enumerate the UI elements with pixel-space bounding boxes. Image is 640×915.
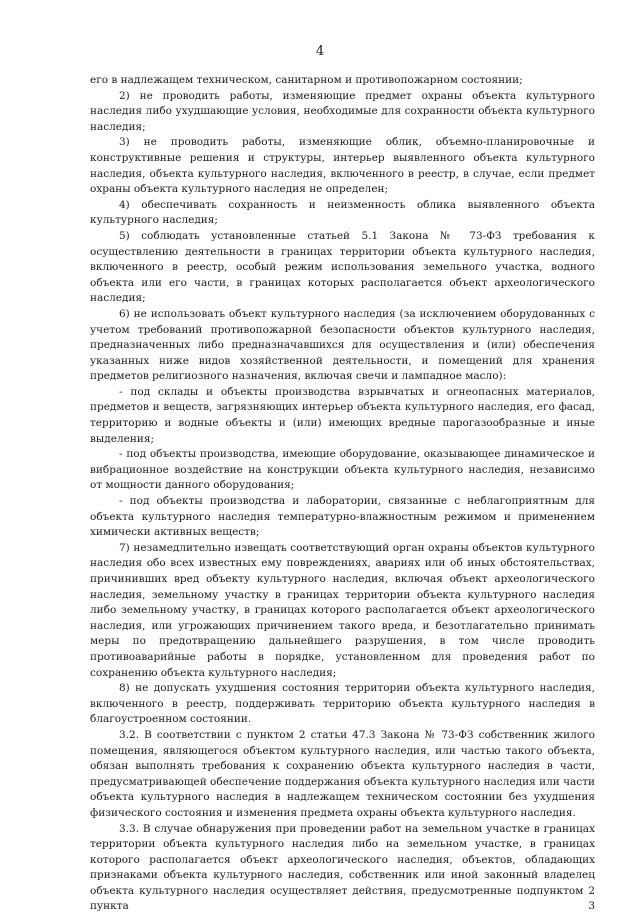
paragraph-subitem-laboratories: - под объекты производства и лаборатории, связанные с неблагоприятным для объекта культурного наследия температурно-влажностным режимом и применением химически активных веществ;	[90, 494, 595, 541]
paragraph-item-8: 8) не допускать ухудшения состояния территории объекта культурного наследия, включенного в реестр, поддерживать территорию объекта культурного наследия в благоустроенном состоянии.	[90, 681, 595, 728]
paragraph-continuation: его в надлежащем техническом, санитарном и противопожарном состоянии;	[90, 73, 595, 89]
paragraph-subitem-warehouses: - под склады и объекты производства взрывчатых и огнеопасных материалов, предметов и веществ, загрязняющих интерьер объекта культурного наследия, его фасад, территорию и водные объекты и (или) имеющих вредные парогазообразные и иные выделения;	[90, 385, 595, 447]
paragraph-item-4: 4) обеспечивать сохранность и неизменность облика выявленного объекта культурного наследия;	[90, 198, 595, 229]
paragraph-item-2: 2) не проводить работы, изменяющие предмет охраны объекта культурного наследия либо ухудшающие условия, необходимые для сохранности объекта культурного наследия;	[90, 89, 595, 136]
page-number: 4	[0, 44, 640, 60]
paragraph-item-5: 5) соблюдать установленные статьей 5.1 Закона № 73-ФЗ требования к осуществлению деятельности в границах территории объекта культурного наследия, включенного в реестр, особый режим использования земельного участка, водного объекта или его части, в границах которых располагается объект археологического наследия;	[90, 229, 595, 307]
paragraph-item-6: 6) не использовать объект культурного наследия (за исключением оборудованных с учетом требований противопожарной безопасности объектов культурного наследия, предназначенных либо предназначавшихся для осуществления и (или) обеспечения указанных ниже видов хозяйственной деятельности, и помещений для хранения предметов религиозного назначения, включая свечи и лампадное масло):	[90, 307, 595, 385]
paragraph-item-3: 3) не проводить работы, изменяющие облик, объемно-планировочные и конструктивные решения и структуры, интерьер выявленного объекта культурного наследия, объекта культурного наследия, включенного в реестр, в случае, если предмет охраны объекта культурного наследия не определен;	[90, 135, 595, 197]
document-body	[90, 73, 595, 915]
paragraph-section-3-2: 3.2. В соответствии с пунктом 2 статьи 47.3 Закона № 73-ФЗ собственник жилого помещения, являющегося объектом культурного наследия, или частью такого объекта, обязан выполнять требования к сохранению объекта культурного наследия в части, предусматривающей обеспечение поддержания объекта культурного наследия или части объекта культурного наследия в надлежащем техническом состоянии без ухудшения физического состояния и изменения предмета охраны объекта культурного наследия.	[90, 728, 595, 822]
paragraph-item-7: 7) незамедлительно извещать соответствующий орган охраны объектов культурного наследия обо всех известных ему повреждениях, авариях или об иных обстоятельствах, причинивших вред объекту культурного наследия, включая объект археологического наследия, земельному участку в границах территории объекта культурного наследия либо земельному участку, в границах которого располагается объект археологического наследия, или угрожающих причинением такого вреда, и безотлагательно принимать меры по предотвращению дальнейшего разрушения, в том числе проводить противоаварийные работы в порядке, установленном для проведения работ по сохранению объекта культурного наследия;	[90, 541, 595, 681]
paragraph-subitem-production: - под объекты производства, имеющие оборудование, оказывающее динамическое и вибрационное воздействие на конструкции объекта культурного наследия, независимо от мощности данного оборудования;	[90, 447, 595, 494]
paragraph-section-3-3: 3.3. В случае обнаружения при проведении работ на земельном участке в границах территории объекта культурного наследия либо на земельном участке, в границах которого располагается объект археологического наследия, объектов, обладающих признаками объекта культурного наследия, собственник или иной законный владелец объекта культурного наследия осуществляет действия, предусмотренные подпунктом 2 пункта 3	[90, 822, 595, 915]
